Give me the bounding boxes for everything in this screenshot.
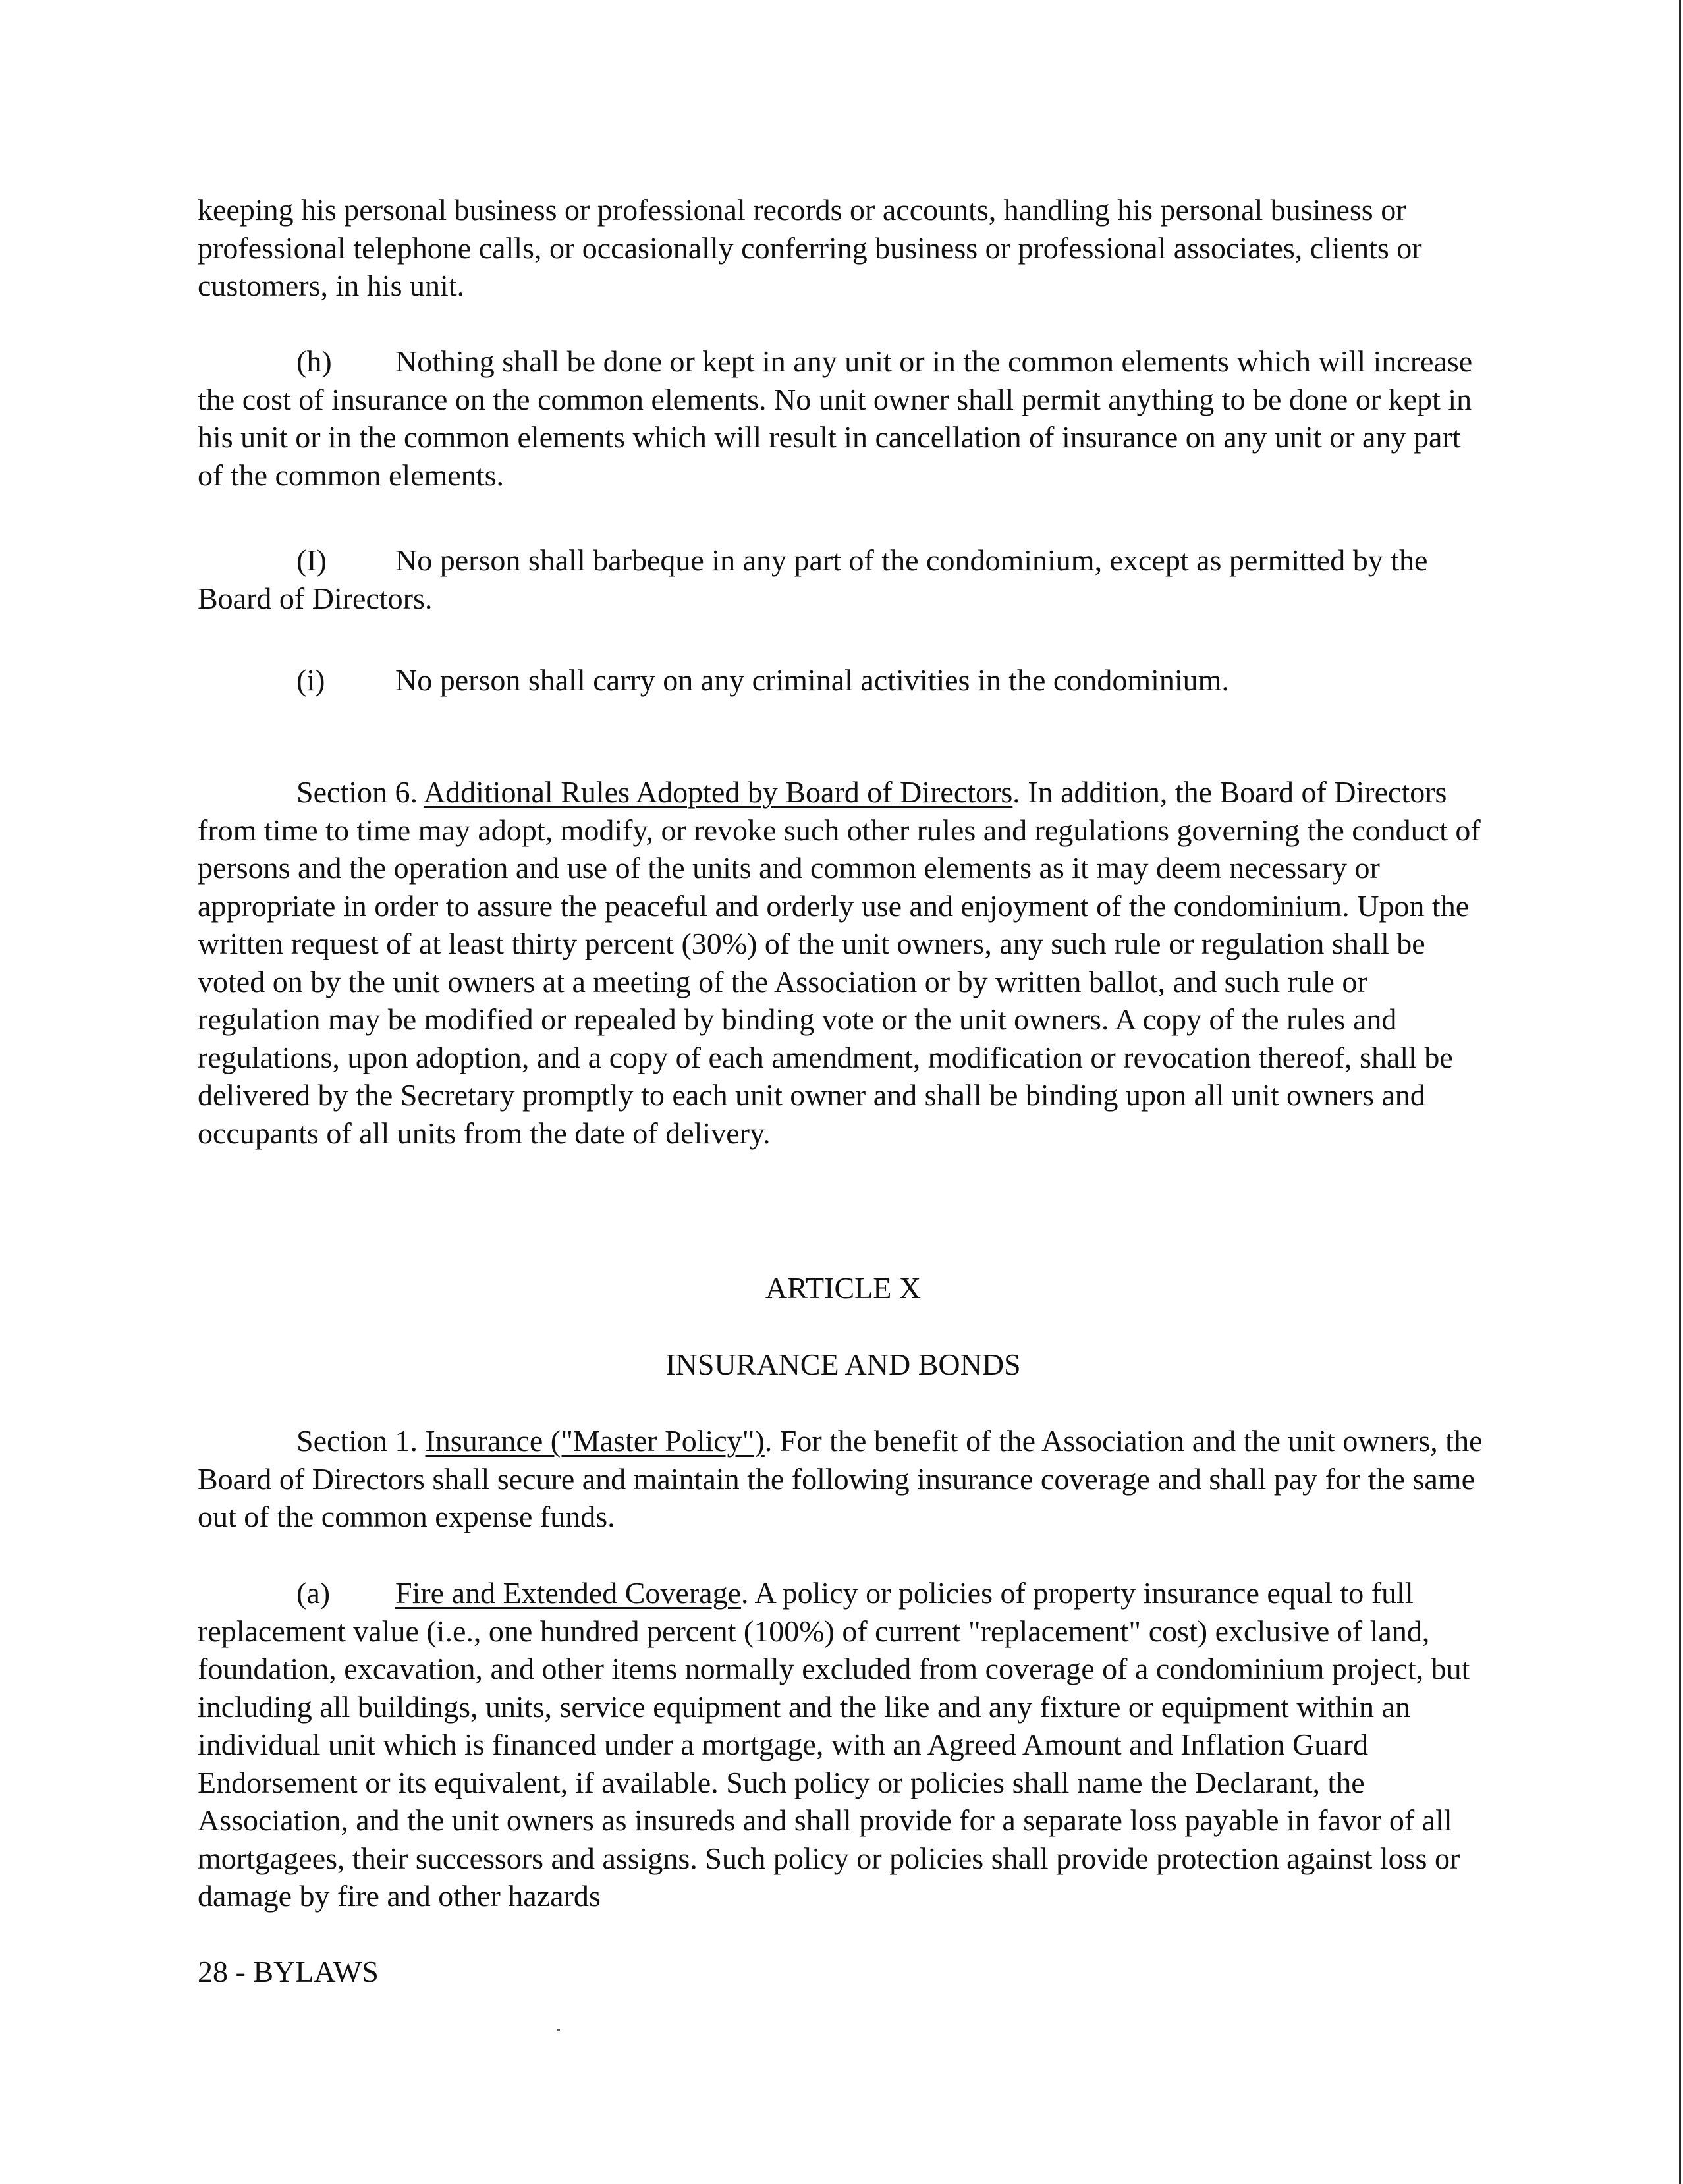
item-a-paragraph	[198, 1574, 1489, 1915]
item-a-text: . A policy or policies of property insurance equal to full replacement value (i.e., one hundred percent (100%) of current "replacement" cost) exclusive of land, foundation, excavation, and other items normally excluded from coverage of a condominium project, but including all buildings, units, service equipment and the like and any fixture or equipment within an individual unit which is financed under a mortgage, with an Agreed Amount and Inflation Guard Endorsement or its equivalent, if available. Such policy or policies shall name the Declarant, the Association, and the unit owners as insureds and shall provide for a separate loss payable in favor of all mortgagees, their successors and assigns. Such policy or policies shall provide protection against loss or damage by fire and other hazards	[198, 1576, 1470, 1913]
item-h-text: Nothing shall be done or kept in any unit or in the common elements which will increase the cost of insurance on the common elements. No unit owner shall permit anything to be done or kept in his unit or in the common elements which will result in cancellation of insurance on any unit or any part of the common elements.	[198, 344, 1473, 492]
item-a-heading: Fire and Extended Coverage	[395, 1576, 741, 1610]
scan-speck	[557, 2029, 560, 2031]
article-number: ARTICLE X	[765, 1271, 922, 1305]
item-i-label: (i)	[296, 663, 325, 697]
item-h-label: (h)	[296, 344, 332, 378]
item-h-paragraph	[198, 342, 1489, 494]
item-i-text: No person shall carry on any criminal activities in the condominium.	[395, 663, 1229, 697]
section-6-heading: Additional Rules Adopted by Board of Directors	[423, 775, 1013, 809]
section-1-paragraph	[198, 1422, 1489, 1536]
section-6-prefix: Section 6.	[296, 775, 424, 809]
item-a-label: (a)	[296, 1576, 331, 1610]
article-title: INSURANCE AND BONDS	[665, 1348, 1021, 1381]
section-6-text: . In addition, the Board of Directors from time to time may adopt, modify, or revoke such other rules and regulations governing the conduct of persons and the operation and use of the units and common elements as it may deem necessary or appropriate in order to assure the peaceful and orderly use and enjoyment of the condominium. Upon the written request of at least thirty percent (30%) of the unit owners, any such rule or regulation shall be voted on by the unit owners at a meeting of the Association or by written ballot, and such rule or regulation may be modified or repealed by binding vote or the unit owners. A copy of the rules and regulations, upon adoption, and a copy of each amendment, modification or revocation thereof, shall be delivered by the Secretary promptly to each unit owner and shall be binding upon all unit owners and occupants of all units from the date of delivery.	[198, 775, 1481, 1150]
item-I-paragraph	[198, 541, 1489, 617]
item-I-label: (I)	[296, 543, 327, 577]
section-1-text: . For the benefit of the Association and the unit owners, the Board of Directors shall secure and maintain the following insurance coverage and shall pay for the same out of the common expense funds.	[198, 1424, 1483, 1533]
page-footer: 28 - BYLAWS	[198, 1955, 379, 1988]
page-edge-line	[1679, 0, 1681, 2184]
item-i-paragraph	[198, 661, 1489, 699]
section-1-prefix: Section 1.	[296, 1424, 426, 1458]
continuation-paragraph: keeping his personal business or professional records or accounts, handling his personal business or professional telephone calls, or occasionally conferring business or professional associates, clients or customers, in his unit.	[198, 193, 1422, 302]
item-I-text: No person shall barbeque in any part of the condominium, except as permitted by the Board of Directors.	[198, 543, 1428, 615]
section-6-paragraph	[198, 773, 1489, 1152]
section-1-heading: Insurance ("Master Policy")	[425, 1424, 765, 1458]
